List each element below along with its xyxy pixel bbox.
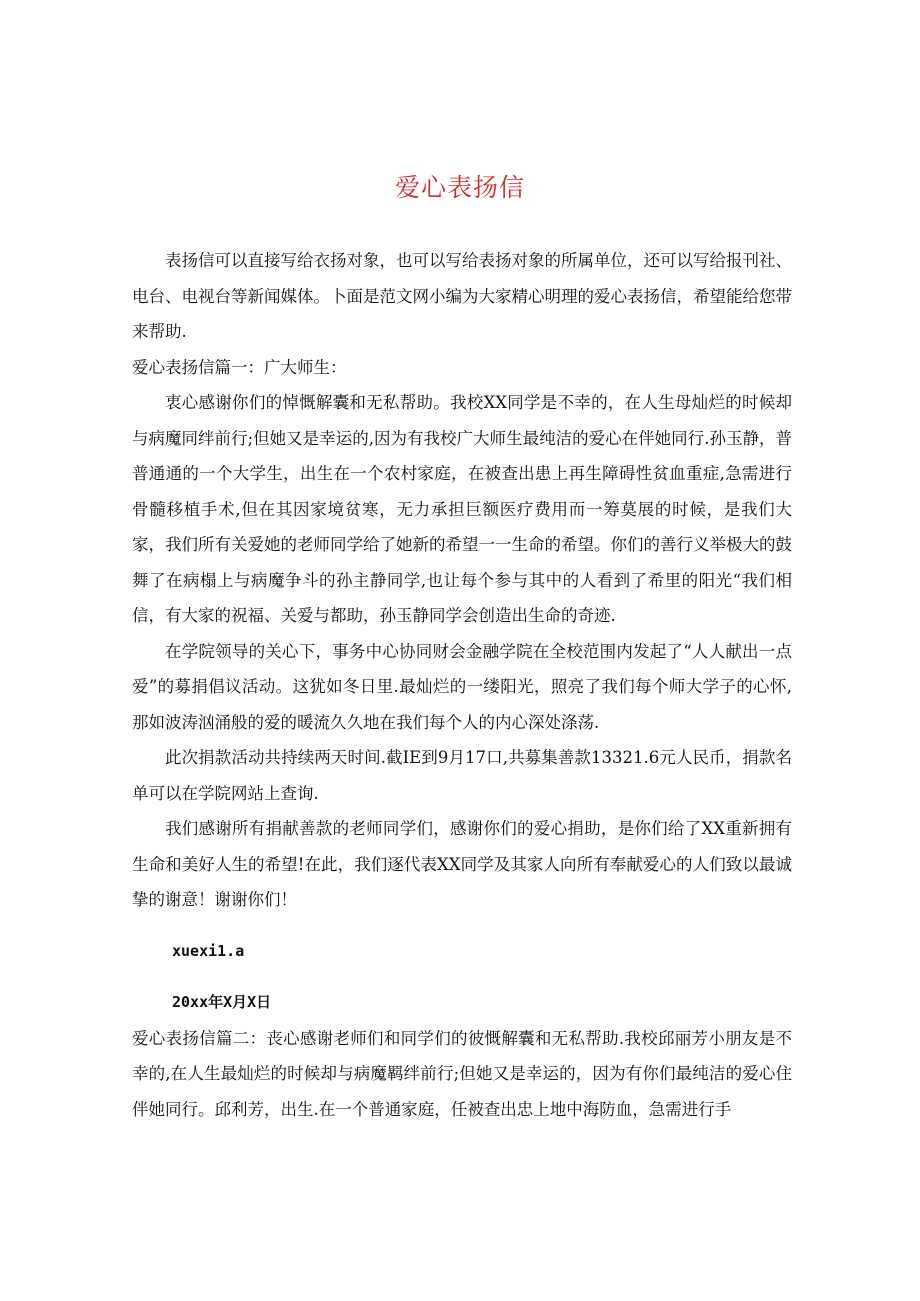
body-paragraph-2: 在学院领导的关心下，事务中心协同财会金融学院在全校范围内发起了“人人献出一点爱”的募捐倡议活动。这犹如冬日里.最灿烂的一缕阳光，照亮了我们每个师大学子的心怀,那如波涛汹涌般的爱的暖流久久地在我们每个人的内心深处涤荡.	[132, 641, 792, 732]
section-heading-1: 爱心表扬信篇一：广大师生：	[132, 357, 347, 377]
intro-paragraph: 表扬信可以直接写给衣扬对象，也可以写给表扬对象的所属单位，还可以写给报刊社、电台、电视台等新闻媒体。卜面是范文网小编为大家精心明理的爱心表扬信，希望能给您带来帮助.	[132, 251, 792, 341]
body-paragraph-5: 爱心表扬信篇二：丧心感谢老师们和同学们的彼慨解囊和无私帮助.我校邱丽芳小朋友是不幸的,在人生最灿烂的时候却与病魔羁绊前行;但她又是幸运的，因为有你们最纯洁的爱心住伴她同行。邱利芳，出生.在一个普通家庭，任被查出忠上地中海防血，急需进行手	[132, 1028, 792, 1119]
body-paragraph-1: 衷心感谢你们的悼慨解囊和无私帮助。我校XX同学是不幸的，在人生母灿烂的时候却与病魔同绊前行;但她又是幸运的,因为有我校广大师生最纯洁的爱心在伴她同行.孙玉静，普普通通的一个大学生，出生在一个农村家庭，在被查出患上再生障碍性贫血重症,急需进行骨髓移植手术,但在其因家境贫寒，无力承担巨额医疗费用而一筹莫展的时候，是我们大家，我们所有关爱她的老师同学给了她新的希望一一生命的希望。你们的善行义举极大的鼓舞了在病榻上与病魔争斗的孙主静同学,也让每个参与其中的人看到了希里的阳光“我们相信，有大家的祝福、关爱与都助，孙玉静同学会创造出生命的奇迹.	[132, 393, 792, 625]
document-title: 爱心表扬信	[394, 173, 525, 202]
date-line: 20xx年X月X日	[172, 993, 272, 1011]
document-body	[132, 243, 792, 1127]
body-paragraph-3: 此次捐款活动共持续两天时间.截IE到9月17口,共募集善款13321.6元人民币，捐款名单可以在学院网站上查询.	[132, 748, 792, 803]
body-paragraph-4: 我们感谢所有捐献善款的老师同学们，感谢你们的爱心捐助，是你们给了XX重新拥有生命和美好人生的希望!在此，我们逐代表XX同学及其家人向所有奉献爱心的人们致以最诚挚的谢意！谢谢你们！	[132, 819, 792, 909]
signature: xuexi1.a	[172, 941, 245, 960]
